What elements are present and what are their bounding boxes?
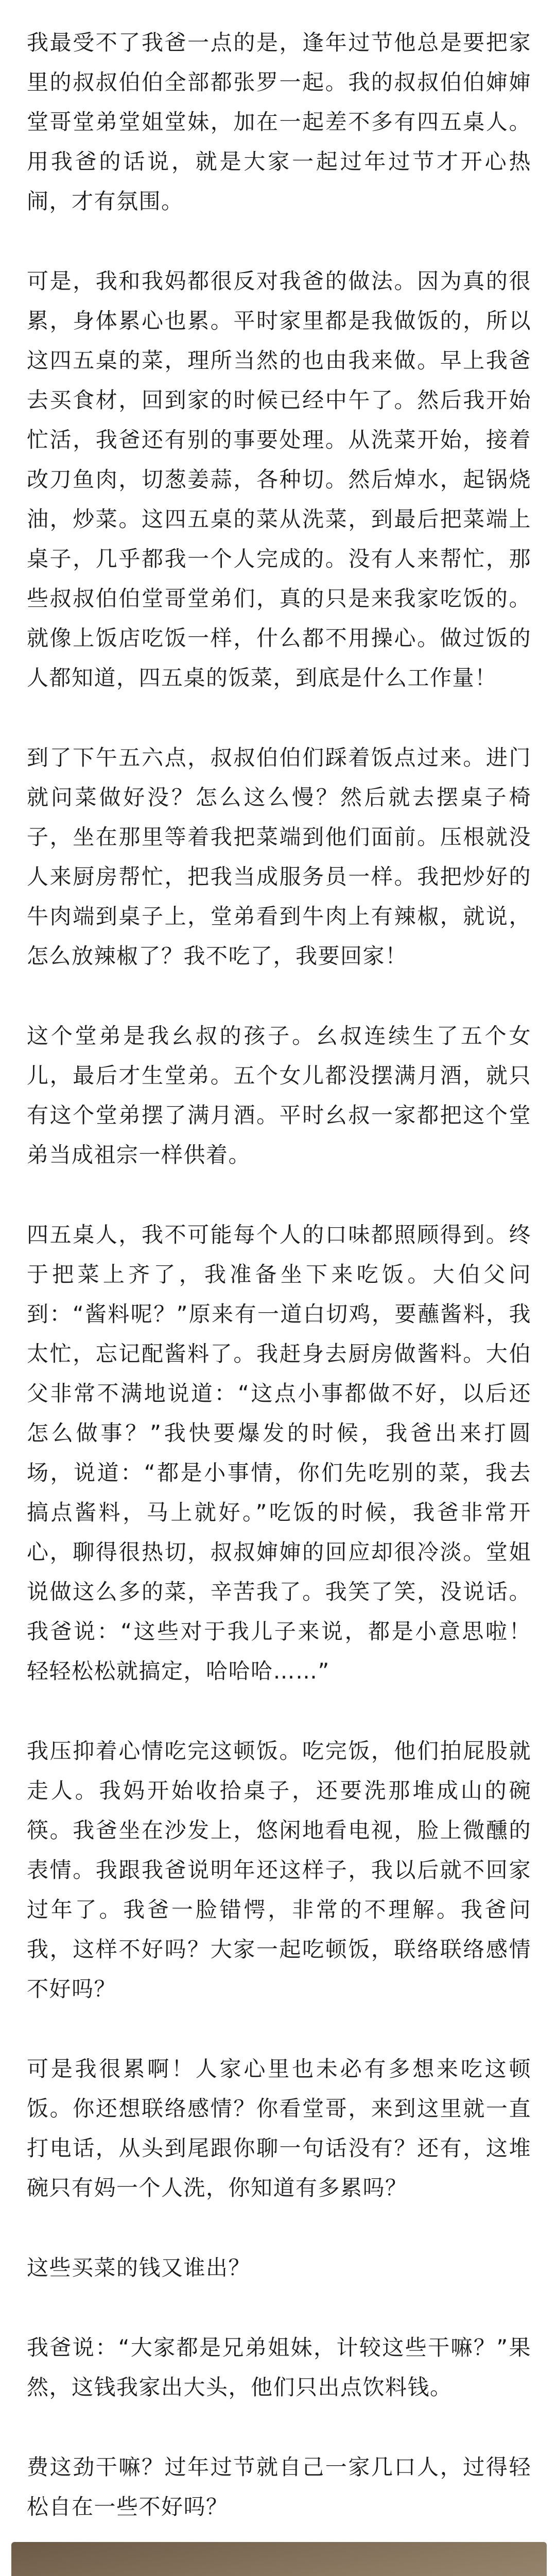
article-paragraph: 到了下午五六点，叔叔伯伯们踩着饭点过来。进门就问菜做好没？怎么这么慢？然后就去摆桌子椅子，坐在那里等着我把菜端到他们面前。压根就没人来厨房帮忙，把我当成服务员一样。我把炒好的牛肉端到桌子上，堂弟看到牛肉上有辣椒，就说，怎么放辣椒了？我不吃了，我要回家！ [27, 745, 531, 969]
article-paragraph: 这个堂弟是我幺叔的孩子。幺叔连续生了五个女儿，最后才生堂弟。五个女儿都没摆满月酒，就只有这个堂弟摆了满月酒。平时幺叔一家都把这个堂弟当成祖宗一样供着。 [27, 1023, 531, 1167]
article-paragraph: 这些买菜的钱又谁出？ [27, 2255, 251, 2280]
article-paragraph: 我压抑着心情吃完这顿饭。吃完饭，他们拍屁股就走人。我妈开始收拾桌子，还要洗那堆成山的碗筷。我爸坐在沙发上，悠闲地看电视，脸上微醺的表情。我跟我爸说明年还这样子，我以后就不回家过年了。我爸一脸错愕，非常的不理解。我爸问我，这样不好吗？大家一起吃顿饭，联络联络感情不好吗？ [27, 1738, 531, 2002]
article-paragraph: 我最受不了我爸一点的是，逢年过节他总是要把家里的叔叔伯伯全部都张罗一起。我的叔叔伯伯婶婶堂哥堂弟堂姐堂妹，加在一起差不多有四五桌人。用我爸的话说，就是大家一起过年过节才开心热闹，才有氛围。 [27, 30, 531, 214]
dinner-table-photo[interactable] [11, 2542, 547, 2576]
article-paragraph: 可是，我和我妈都很反对我爸的做法。因为真的很累，身体累心也累。平时家里都是我做饭的，所以这四五桌的菜，理所当然的也由我来做。早上我爸去买食材，回到家的时候已经中午了。然后我开始忙活，我爸还有别的事要处理。从洗菜开始，接着改刀鱼肉，切葱姜蒜，各种切。然后焯水，起锅烧油，炒菜。这四五桌的菜从洗菜，到最后把菜端上桌子，几乎都我一个人完成的。没有人来帮忙，那些叔叔伯伯堂哥堂弟们，真的只是来我家吃饭的。就像上饭店吃饭一样，什么都不用操心。做过饭的人都知道，四五桌的饭菜，到底是什么工作量！ [27, 268, 531, 690]
dinner-table-illustration [11, 2542, 547, 2576]
article-paragraph: 四五桌人，我不可能每个人的口味都照顾得到。终于把菜上齐了，我准备坐下来吃饭。大伯父问到：“酱料呢？”原来有一道白切鸡，要蘸酱料，我太忙，忘记配酱料了。我赶身去厨房做酱料。大伯父非常不满地说道：“这点小事都做不好，以后还怎么做事？”我快要爆发的时候，我爸出来打圆场，说道：“都是小事情，你们先吃别的菜，我去搞点酱料，马上就好。”吃饭的时候，我爸非常开心，聊得很热切，叔叔婶婶的回应却很冷淡。堂姐说做这么多的菜，辛苦我了。我笑了笑，没说话。我爸说：“这些对于我儿子来说，都是小意思啦！轻轻松松就搞定，哈哈哈……” [27, 1222, 531, 1684]
article-paragraph: 可是我很累啊！人家心里也未必有多想来吃这顿饭。你还想联络感情？你看堂哥，来到这里就一直打电话，从头到尾跟你聊一句话没有？还有，这堆碗只有妈一个人洗，你知道有多累吗？ [27, 2056, 531, 2200]
article-paragraph: 费这劲干嘛？过年过节就自己一家几口人，过得轻松自在一些不好吗？ [27, 2454, 531, 2519]
article-paragraph: 我爸说：“大家都是兄弟姐妹，计较这些干嘛？”果然，这钱我家出大头，他们只出点饮料钱。 [27, 2335, 531, 2400]
